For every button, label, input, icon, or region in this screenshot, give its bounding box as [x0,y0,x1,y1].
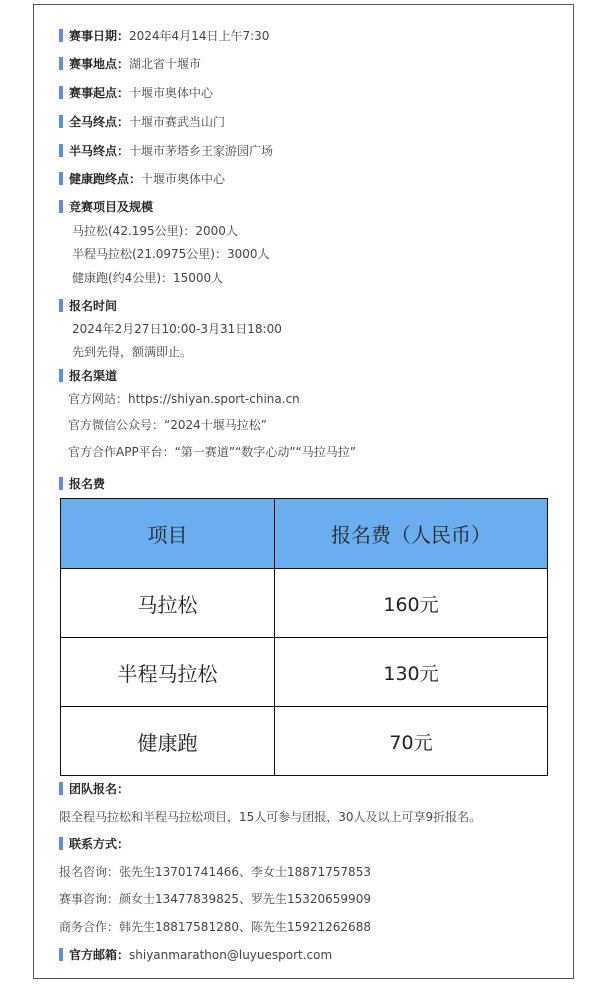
section-marker [59,948,63,961]
section-marker [59,837,63,850]
contact-line-registration: 报名咨询：张先生13701741466、李女士18871757853 [59,865,371,879]
email-row: 官方邮箱：shiyanmarathon@luyuesport.com [59,947,332,963]
fee-item-name: 马拉松 [61,569,275,638]
fee-amount: 160元 [275,569,548,638]
section-marker [59,144,63,157]
team-heading: 团队报名： [59,781,129,797]
section-marker [59,57,63,70]
contact-line-event: 赛事咨询：颜女士13477839825、罗先生15320659909 [59,892,371,906]
info-row-full-finish: 全马终点：十堰市赛武当山门 [59,114,225,130]
team-text: 限全程马拉松和半程马拉松项目，15人可参与团报，30人及以上可享9折报名。 [59,810,482,824]
column-header-item: 项目 [61,499,275,569]
section-marker [59,200,63,213]
info-row-half-finish: 半马终点：十堰市茅塔乡王家游园广场 [59,143,273,159]
registration-time-line: 2024年2月27日10:00-3月31日18:00 [72,322,282,336]
email-link[interactable]: shiyanmarathon@luyuesport.com [129,948,333,962]
fees-heading: 报名费 [59,476,105,492]
section-marker [59,299,63,312]
section-marker [59,86,63,99]
section-marker [59,115,63,128]
section-marker [59,29,63,42]
events-heading: 竞赛项目及规模 [59,199,153,215]
contact-heading: 联系方式： [59,836,129,852]
fee-amount: 130元 [275,638,548,707]
channel-line-wechat: 官方微信公众号：“2024十堰马拉松” [68,418,267,432]
fee-table-header [61,499,548,569]
info-row-date: 赛事日期：2024年4月14日上午7:30 [59,28,269,44]
section-marker [59,782,63,795]
event-item: 半程马拉松(21.0975公里)：3000人 [72,247,270,261]
registration-time-heading: 报名时间 [59,298,117,314]
table-row [61,569,548,638]
info-row-location: 赛事地点：湖北省十堰市 [59,56,201,72]
table-row [61,707,548,776]
channels-heading: 报名渠道 [59,368,117,384]
fee-amount: 70元 [275,707,548,776]
fee-item-name: 健康跑 [61,707,275,776]
event-item: 马拉松(42.195公里)：2000人 [72,224,238,238]
contact-line-business: 商务合作：韩先生18817581280、陈先生15921262688 [59,920,371,934]
fee-item-name: 半程马拉松 [61,638,275,707]
section-marker [59,477,63,490]
fee-table [60,498,548,776]
channel-line-website: 官方网站：https://shiyan.sport-china.cn [68,392,300,406]
table-row [61,638,548,707]
section-marker [59,369,63,382]
section-marker [59,172,63,185]
info-row-start: 赛事起点：十堰市奥体中心 [59,85,213,101]
info-row-fun-run-finish: 健康跑终点：十堰市奥体中心 [59,171,225,187]
column-header-fee: 报名费（人民币） [275,499,548,569]
channel-line-app: 官方合作APP平台：“第一赛道”“数字心动”“马拉马拉” [68,445,356,459]
registration-time-line: 先到先得，额满即止。 [72,345,193,359]
event-item: 健康跑(约4公里)：15000人 [72,271,224,285]
